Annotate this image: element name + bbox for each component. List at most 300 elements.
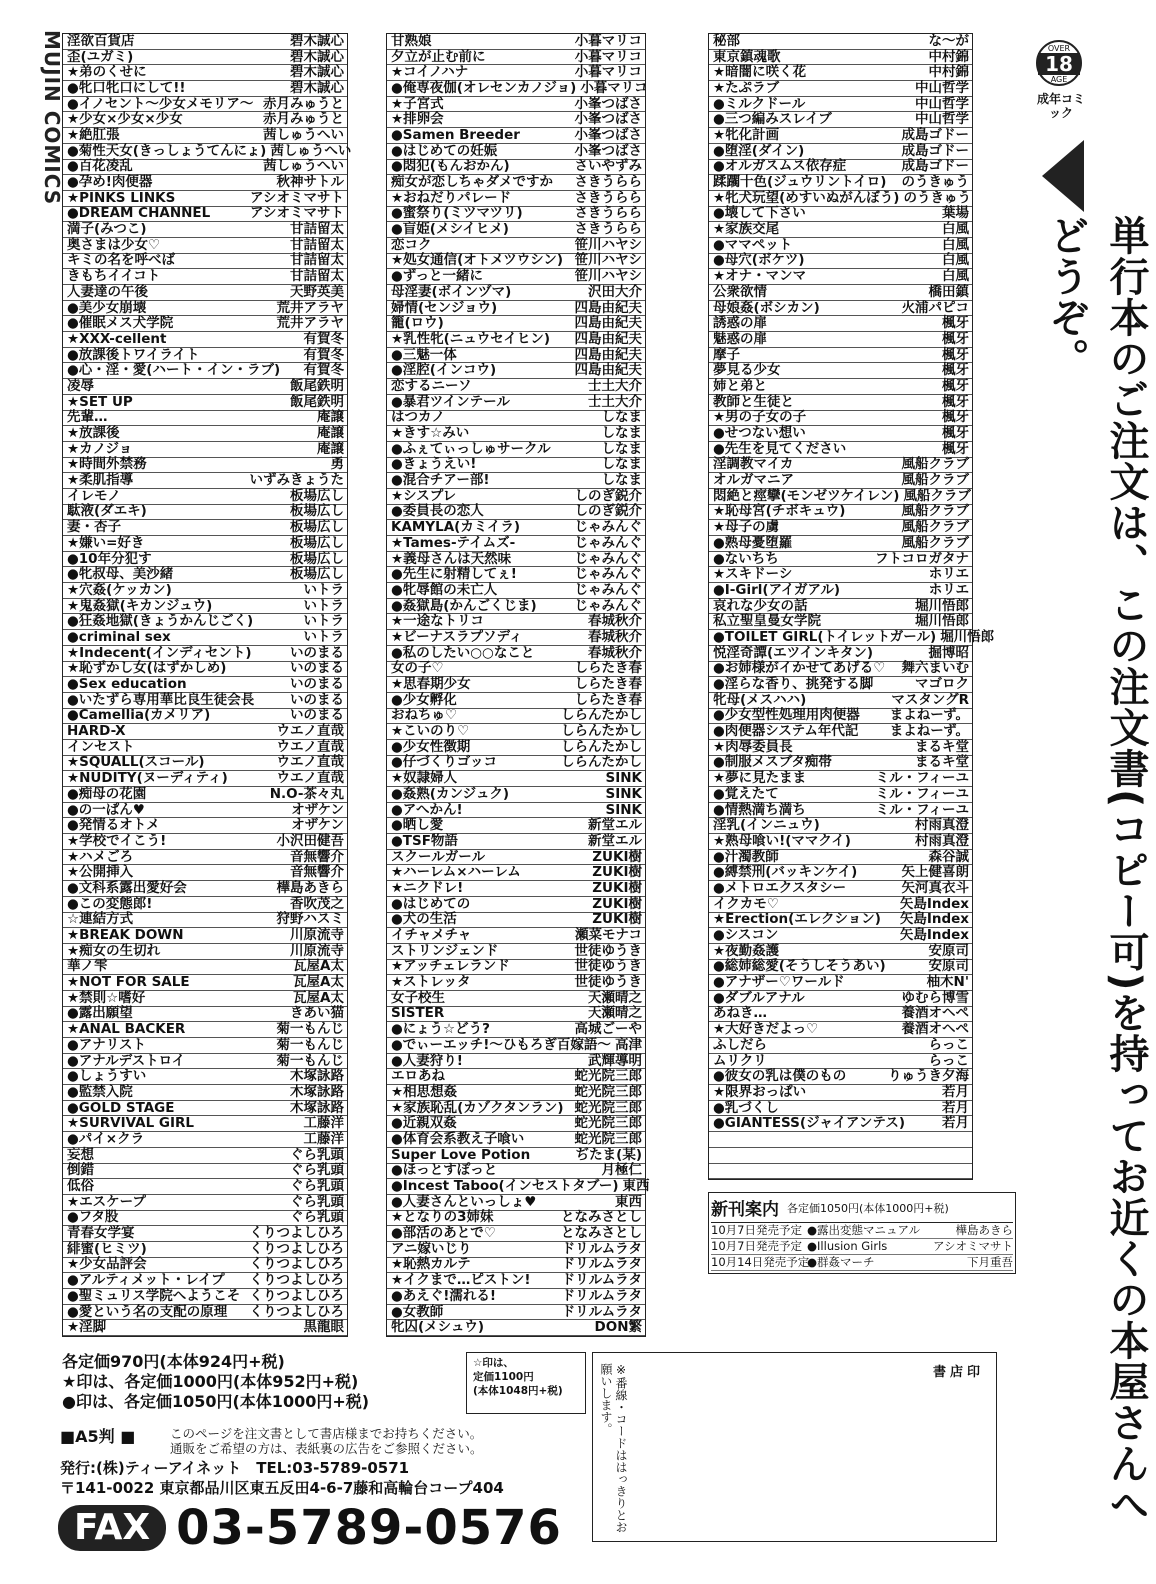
book-title: ●彼女の乳は僕のもの bbox=[713, 1068, 847, 1085]
book-title: ●肉便器システム年代記 bbox=[713, 723, 859, 740]
book-title: ★少女品評会 bbox=[67, 1256, 147, 1273]
book-author: 笹川ハヤシ bbox=[574, 268, 642, 285]
title-row bbox=[709, 65, 972, 81]
book-author: 若月 bbox=[942, 1115, 969, 1132]
title-row bbox=[387, 662, 645, 678]
book-author: 瓦屋A太 bbox=[293, 958, 344, 975]
title-row bbox=[709, 1007, 972, 1023]
title-row bbox=[387, 1164, 645, 1180]
new-releases-heading: 新刊案内 bbox=[711, 1200, 779, 1220]
title-row bbox=[63, 818, 347, 834]
book-author: しなま bbox=[601, 456, 642, 473]
title-row bbox=[387, 1211, 645, 1227]
book-author: 成島ゴドー bbox=[901, 158, 969, 175]
book-title: ●心・淫・愛(ハート・イン・ラブ) bbox=[67, 362, 281, 379]
book-title: ★限界おっぱい bbox=[713, 1083, 807, 1100]
book-title: 夕立が止む前に bbox=[391, 48, 486, 65]
book-title: ★恥母宮(チボキュウ) bbox=[713, 503, 846, 520]
book-author: 四島由紀夫 bbox=[574, 299, 642, 316]
book-author: さきうらら bbox=[574, 221, 642, 238]
title-row bbox=[387, 756, 645, 772]
book-author: オザケン bbox=[291, 817, 344, 834]
title-row bbox=[63, 975, 347, 991]
release-author: アシオミマサト bbox=[932, 1239, 1013, 1253]
title-row bbox=[63, 771, 347, 787]
book-title: ★NUDITY(ヌーディティ) bbox=[67, 770, 228, 787]
title-row bbox=[63, 285, 347, 301]
book-author: 甘詰留太 bbox=[290, 236, 344, 253]
bookstore-stamp-box[interactable] bbox=[592, 1352, 997, 1542]
book-title: ★PINKS LINKS bbox=[67, 189, 176, 206]
book-title: ★アッチェレランド bbox=[391, 958, 510, 975]
book-author: さいやずみ bbox=[574, 158, 642, 175]
book-author: くりつよしひろ bbox=[249, 1303, 344, 1320]
title-row bbox=[709, 1148, 972, 1164]
book-title: ●美少女崩壊 bbox=[67, 299, 147, 316]
book-title: 私立聖皇曼女学院 bbox=[713, 613, 821, 630]
book-author: ZUKI樹 bbox=[592, 911, 642, 928]
title-row bbox=[63, 662, 347, 678]
book-title: ★家族交尾 bbox=[713, 221, 780, 238]
book-author: ウエノ直哉 bbox=[276, 738, 344, 755]
title-row bbox=[63, 269, 347, 285]
title-row bbox=[63, 81, 347, 97]
book-title: ★公開挿入 bbox=[67, 864, 134, 881]
title-row bbox=[709, 724, 972, 740]
book-author: 中山哲学 bbox=[915, 79, 969, 96]
book-author: くりつよしひろ bbox=[249, 1272, 344, 1289]
book-author: 橋田鎮 bbox=[928, 283, 969, 300]
title-row bbox=[63, 1320, 347, 1336]
title-row bbox=[387, 1178, 650, 1195]
book-author: 小峯つばさ bbox=[574, 126, 642, 143]
title-row bbox=[387, 1007, 645, 1023]
price-line: ●印は、各定価1050円(本体1000円+税) bbox=[62, 1392, 370, 1411]
book-author: ドリルムラタ bbox=[561, 1256, 642, 1273]
book-title: ●汁濁教師 bbox=[713, 848, 779, 865]
book-title: ●きょうえい! bbox=[391, 456, 477, 473]
title-row bbox=[387, 222, 645, 238]
book-title: ★おねだりパレード bbox=[391, 189, 512, 206]
book-author: 東西 bbox=[622, 1178, 650, 1195]
book-author: 飯尾鉄明 bbox=[290, 393, 344, 410]
title-row bbox=[709, 1038, 972, 1054]
book-author: ウエノ直哉 bbox=[276, 770, 344, 787]
book-title: 女子校生 bbox=[391, 989, 445, 1006]
book-title: キミの名を呼べば bbox=[67, 252, 175, 269]
book-title: はつカノ bbox=[391, 409, 445, 426]
book-author: しらたき春 bbox=[574, 691, 642, 708]
book-title: ★処女通信(オトメツウシン) bbox=[391, 252, 564, 269]
title-row bbox=[709, 536, 972, 552]
title-row bbox=[63, 1007, 347, 1023]
book-title: ★排卵会 bbox=[391, 111, 444, 128]
book-title: ●部活のあとで♡ bbox=[391, 1225, 496, 1242]
title-row bbox=[387, 285, 645, 301]
book-title: ★SQUALL(スコール) bbox=[67, 754, 205, 771]
book-author: ZUKI樹 bbox=[592, 879, 642, 896]
book-author: 狩野ハスミ bbox=[276, 911, 344, 928]
title-row bbox=[63, 583, 347, 599]
book-title: ●私のしたい○○なこと bbox=[391, 644, 535, 661]
book-title: ★こいのり♡ bbox=[391, 723, 470, 740]
book-title: ●しょうすい bbox=[67, 1068, 147, 1085]
title-row bbox=[387, 913, 645, 929]
book-title: ●犬の生活 bbox=[391, 911, 457, 928]
book-author: ぐら乳頭 bbox=[290, 1209, 344, 1226]
title-row bbox=[709, 1069, 972, 1085]
book-title: ●覚えたて bbox=[713, 785, 779, 802]
book-title: ●情熱満ち満ち bbox=[713, 801, 806, 818]
title-row bbox=[709, 1132, 972, 1148]
book-title: ●TSF物語 bbox=[391, 832, 458, 849]
title-row bbox=[387, 1258, 645, 1274]
title-row bbox=[63, 254, 347, 270]
book-author: ホリエ bbox=[928, 581, 969, 598]
book-title: ★放課後 bbox=[67, 425, 120, 442]
new-releases-header bbox=[711, 1195, 1013, 1223]
book-author: 板場広し bbox=[290, 534, 344, 551]
book-title: オルガマニア bbox=[713, 472, 794, 489]
book-author: さきうらら bbox=[574, 205, 642, 222]
book-author: 茜しゅうへい bbox=[263, 126, 344, 143]
title-row bbox=[709, 583, 972, 599]
book-author: 楓牙 bbox=[942, 346, 969, 363]
book-title: 満子(みつこ) bbox=[67, 221, 147, 238]
title-row bbox=[63, 175, 347, 191]
book-title: ふしだら bbox=[713, 1036, 767, 1053]
book-author: 矢河真衣斗 bbox=[901, 879, 969, 896]
book-title: ●三魅一体 bbox=[391, 346, 457, 363]
memo-note: ※番線・コードははっきりとお願いします。 bbox=[599, 1363, 628, 1533]
book-author: まるキ堂 bbox=[915, 754, 969, 771]
title-row bbox=[63, 881, 347, 897]
book-author: 矢島Index bbox=[899, 927, 969, 944]
book-title: 凌辱 bbox=[67, 377, 94, 394]
book-author: 中村錦 bbox=[928, 48, 969, 65]
book-title: ★夢に見たまま bbox=[713, 770, 807, 787]
book-author: 小暮マリコ bbox=[574, 64, 642, 81]
book-author: 楓牙 bbox=[942, 377, 969, 394]
title-row bbox=[709, 285, 972, 301]
book-author: ホリエ bbox=[928, 566, 969, 583]
book-author: 楓牙 bbox=[942, 315, 969, 332]
book-title: 女の子♡ bbox=[391, 660, 444, 677]
title-row bbox=[709, 426, 972, 442]
book-author: 甘詰留太 bbox=[290, 252, 344, 269]
title-row bbox=[63, 677, 347, 693]
order-note: 通販をご希望の方は、表紙裏の広告をご参照ください。 bbox=[170, 1441, 483, 1456]
title-row bbox=[709, 379, 972, 395]
book-author: 板場広し bbox=[290, 519, 344, 536]
book-title: 牝母(メスハハ) bbox=[713, 691, 807, 708]
book-title: 悶絶と痙攣(モンゼツケイレン) bbox=[713, 487, 900, 504]
book-author: 堀川悟郎 bbox=[915, 613, 969, 630]
release-date: 10月14日発売予定 bbox=[711, 1255, 810, 1269]
title-row bbox=[387, 458, 645, 474]
book-author: 白風 bbox=[942, 268, 969, 285]
book-title: ●制服メスブタ痴帯 bbox=[713, 754, 832, 771]
book-title: KAMYLA(カミイラ) bbox=[391, 519, 521, 536]
book-title: ★オナ・マンマ bbox=[713, 268, 807, 285]
title-row bbox=[63, 411, 347, 427]
book-author: 世徒ゆうき bbox=[574, 958, 642, 975]
title-row bbox=[387, 363, 645, 379]
book-author: 瓦屋A太 bbox=[293, 989, 344, 1006]
title-row bbox=[709, 1085, 972, 1101]
title-row bbox=[63, 1022, 347, 1038]
book-title: 奥さまは少女♡ bbox=[67, 236, 161, 253]
book-author: らっこ bbox=[928, 1052, 969, 1069]
title-row bbox=[709, 112, 972, 128]
book-author: 楓牙 bbox=[942, 409, 969, 426]
title-row bbox=[387, 677, 645, 693]
title-row bbox=[63, 222, 347, 238]
book-title: ●委員長の恋人 bbox=[391, 503, 484, 520]
title-row bbox=[63, 834, 347, 850]
book-author: 香吹茂之 bbox=[290, 895, 344, 912]
title-row bbox=[387, 630, 645, 646]
title-row bbox=[387, 269, 645, 285]
book-author: 勇 bbox=[330, 456, 344, 473]
title-row bbox=[709, 1022, 972, 1038]
book-author: 白風 bbox=[942, 236, 969, 253]
book-author: 庵譲 bbox=[317, 425, 344, 442]
book-author: オザケン bbox=[291, 801, 344, 818]
book-title: ★家族恥乱(カゾクタンラン) bbox=[391, 1099, 564, 1116]
title-row bbox=[709, 316, 972, 332]
title-row bbox=[63, 1069, 347, 1085]
book-author: 矢島Index bbox=[899, 895, 969, 912]
book-author: 村雨真澄 bbox=[915, 832, 969, 849]
book-title: ●総姉総愛(そうしそうあい) bbox=[713, 958, 886, 975]
title-row bbox=[387, 1273, 645, 1289]
title-row bbox=[387, 395, 645, 411]
book-author: 風船クラブ bbox=[901, 503, 969, 520]
title-row bbox=[63, 787, 347, 803]
book-author: のうきゅう bbox=[901, 174, 969, 191]
book-author: しらんたかし bbox=[561, 707, 642, 724]
title-row bbox=[709, 332, 972, 348]
book-title: ★恥熱カルテ bbox=[391, 1256, 471, 1273]
book-author: しなま bbox=[601, 472, 642, 489]
publisher-line: 発行:(株)ティーアイネット TEL:03-5789-0571 bbox=[60, 1459, 410, 1477]
book-author: 村雨真澄 bbox=[915, 817, 969, 834]
book-author: ウエノ直哉 bbox=[276, 723, 344, 740]
book-title: ★一途なトリコ bbox=[391, 613, 484, 630]
title-row bbox=[709, 411, 972, 427]
book-title: ●あえぐ!濡れる! bbox=[391, 1287, 497, 1304]
title-row bbox=[63, 207, 347, 223]
title-row bbox=[63, 1085, 347, 1101]
book-title: ★Tames-テイムズ- bbox=[391, 534, 516, 551]
title-row bbox=[387, 207, 645, 223]
book-title: ●愛という名の支配の原理 bbox=[67, 1303, 228, 1320]
book-author: 荒井アラヤ bbox=[276, 315, 344, 332]
book-author: 蛇光院三郎 bbox=[574, 1068, 642, 1085]
book-title: 駄液(ダエキ) bbox=[67, 503, 147, 520]
book-author: 新堂エル bbox=[588, 817, 642, 834]
book-author: 安原司 bbox=[928, 942, 969, 959]
book-title: ★乳性牝(ニュウセイヒン) bbox=[391, 330, 551, 347]
book-title: ★大好きだよっ♡ bbox=[713, 1021, 819, 1038]
title-row bbox=[63, 1258, 347, 1274]
book-author: マゴロク bbox=[915, 676, 969, 693]
book-author: 若月 bbox=[942, 1099, 969, 1116]
book-title: ●混合チアー部! bbox=[391, 472, 490, 489]
book-title: ★禁則☆嗜好 bbox=[67, 989, 146, 1006]
book-title: 摩子 bbox=[713, 346, 740, 363]
book-title: ●お姉様がイかせてあげる♡ bbox=[713, 660, 886, 677]
book-title: ●アナルデストロイ bbox=[67, 1052, 186, 1069]
book-title: 夢見る少女 bbox=[713, 362, 781, 379]
book-author: ぐら乳頭 bbox=[290, 1146, 344, 1163]
book-title: ★弟のくせに bbox=[67, 64, 147, 81]
book-title: ●催眠メス犬学院 bbox=[67, 315, 174, 332]
book-title: 母淫妻(ボインヅマ) bbox=[391, 283, 512, 300]
book-title: ★ストレッタ bbox=[391, 974, 471, 991]
shop-stamp-label: 書店印 bbox=[932, 1365, 984, 1380]
book-author: 黒龍眼 bbox=[303, 1319, 344, 1336]
book-title: 痴女が恋しちゃダメですか bbox=[391, 174, 553, 191]
book-title: ★イクまで…ピストン! bbox=[391, 1272, 531, 1289]
book-title: ●の一ぱん♥ bbox=[67, 801, 145, 818]
book-title: ●狂姦地獄(きょうかんじごく) bbox=[67, 613, 254, 630]
title-row bbox=[387, 818, 645, 834]
book-title: ●発情るオトメ bbox=[67, 817, 160, 834]
book-author: 笹川ハヤシ bbox=[574, 236, 642, 253]
title-row bbox=[387, 128, 645, 144]
price-line: ★印は、各定価1000円(本体952円+税) bbox=[62, 1372, 359, 1391]
book-title: ★奴隷婦人 bbox=[391, 770, 458, 787]
book-title: ●百花凌乱 bbox=[67, 158, 133, 175]
book-author: 板場広し bbox=[290, 487, 344, 504]
book-title: ●露出願望 bbox=[67, 1005, 133, 1022]
book-author: まよねーず。 bbox=[889, 723, 969, 740]
book-author: 瓦屋A太 bbox=[293, 974, 344, 991]
fax-label: FAX bbox=[58, 1505, 166, 1551]
book-title: ●孕め!肉便器 bbox=[67, 174, 153, 191]
book-author: 養酒オヘペ bbox=[901, 1005, 969, 1022]
book-author: しらんたかし bbox=[561, 754, 642, 771]
book-author: 世徒ゆうき bbox=[574, 974, 642, 991]
book-title: ストリンジェンド bbox=[391, 942, 499, 959]
book-title: ●姦熟(カンジュク) bbox=[391, 785, 510, 802]
book-title: ●TOILET GIRL(トイレットガール) bbox=[713, 628, 937, 645]
title-row bbox=[63, 332, 347, 348]
title-row bbox=[63, 614, 347, 630]
book-title: 東京鎮魂歌 bbox=[713, 48, 781, 65]
book-title: ★スキドーシ bbox=[713, 566, 793, 583]
book-author: らっこ bbox=[928, 1036, 969, 1053]
title-row bbox=[63, 316, 347, 332]
book-title: ●放課後トワイライト bbox=[67, 346, 200, 363]
book-author: 有賀冬 bbox=[303, 330, 344, 347]
title-row bbox=[387, 693, 645, 709]
order-note: このページを注文書として書店様までお持ちください。 bbox=[170, 1426, 483, 1441]
book-title: ●菊性天女(きっしょうてんにょ) bbox=[67, 142, 267, 159]
title-row bbox=[709, 614, 972, 630]
book-title: 妻・杏子 bbox=[67, 519, 121, 536]
title-row bbox=[709, 269, 972, 285]
book-title: ●堕淫(ダイン) bbox=[713, 142, 805, 159]
book-title: ●ほっとすぽっと bbox=[391, 1162, 498, 1179]
book-title: Super Love Potion bbox=[391, 1146, 531, 1163]
book-author: となみさとし bbox=[561, 1209, 642, 1226]
fax-block bbox=[58, 1500, 562, 1556]
book-author: 蛇光院三郎 bbox=[574, 1115, 642, 1132]
book-author: アシオミマサト bbox=[250, 205, 344, 222]
book-title: ●ママペット bbox=[713, 236, 793, 253]
book-title: ★痴女の生切れ bbox=[67, 942, 161, 959]
book-title: ●淫腔(インコウ) bbox=[391, 362, 497, 379]
release-author: 下月重吾 bbox=[967, 1255, 1013, 1269]
book-title: ●淫らな香り、挑発する脚 bbox=[713, 676, 874, 693]
title-row bbox=[387, 1022, 645, 1038]
book-author: フトコロガタナ bbox=[875, 550, 969, 567]
book-author: いトラ bbox=[303, 597, 344, 614]
book-author: 秋神サトル bbox=[276, 174, 344, 191]
title-row bbox=[709, 34, 972, 50]
age-18-badge bbox=[1036, 40, 1082, 86]
book-title: 妄想 bbox=[67, 1146, 94, 1163]
book-title: ●にょう☆どう? bbox=[391, 1021, 490, 1038]
book-author: ミル・フィーユ bbox=[875, 770, 969, 787]
new-release-row bbox=[711, 1239, 1013, 1255]
book-title: ●母穴(ボケツ) bbox=[713, 252, 805, 269]
title-row bbox=[387, 583, 645, 599]
book-title: ●Samen Breeder bbox=[391, 126, 520, 143]
book-author: 矢上健喜朗 bbox=[901, 864, 969, 881]
book-author: 笹川ハヤシ bbox=[574, 252, 642, 269]
book-author: 新堂エル bbox=[588, 832, 642, 849]
badge-age: AGE bbox=[1050, 75, 1068, 84]
title-row bbox=[709, 81, 972, 97]
book-title: ●晒し愛 bbox=[391, 817, 444, 834]
title-row bbox=[387, 834, 645, 850]
book-title: ●牝辱館の未亡人 bbox=[391, 581, 498, 598]
book-author: 若月 bbox=[942, 1083, 969, 1100]
book-author: 蛇光院三郎 bbox=[574, 1099, 642, 1116]
book-author: N.O-茶々丸 bbox=[269, 785, 344, 802]
book-author: ウエノ直哉 bbox=[276, 754, 344, 771]
book-author: 小峯つばさ bbox=[574, 111, 642, 128]
book-author: 武輝導明 bbox=[588, 1052, 642, 1069]
title-row bbox=[709, 458, 972, 474]
book-title: ★夜勤姦護 bbox=[713, 942, 780, 959]
title-row bbox=[387, 442, 645, 458]
title-row bbox=[387, 724, 645, 740]
book-author: 小沢田健吾 bbox=[276, 832, 344, 849]
book-title: ★カノジョ bbox=[67, 440, 133, 457]
title-row bbox=[63, 1179, 347, 1195]
brand-logo: MUJIN COMICS bbox=[40, 30, 64, 206]
title-row bbox=[709, 222, 972, 238]
title-row bbox=[387, 567, 645, 583]
book-author: しらたき春 bbox=[574, 676, 642, 693]
book-title: ●痴母の花園 bbox=[67, 785, 147, 802]
book-title: ★XXX-cellent bbox=[67, 330, 167, 347]
book-title: 青春女学宴 bbox=[67, 1225, 135, 1242]
book-title: 恋するニーソ bbox=[391, 377, 472, 394]
book-author: 庵譲 bbox=[317, 440, 344, 457]
book-title: ●牝叔母、美沙緒 bbox=[67, 566, 174, 583]
book-title: 淫乳(インニュウ) bbox=[713, 817, 820, 834]
book-author: じゃみんぐ bbox=[574, 550, 642, 567]
book-title: エロあね bbox=[391, 1068, 445, 1085]
book-author: じゃみんぐ bbox=[574, 581, 642, 598]
book-author: 蛇光院三郎 bbox=[574, 1083, 642, 1100]
